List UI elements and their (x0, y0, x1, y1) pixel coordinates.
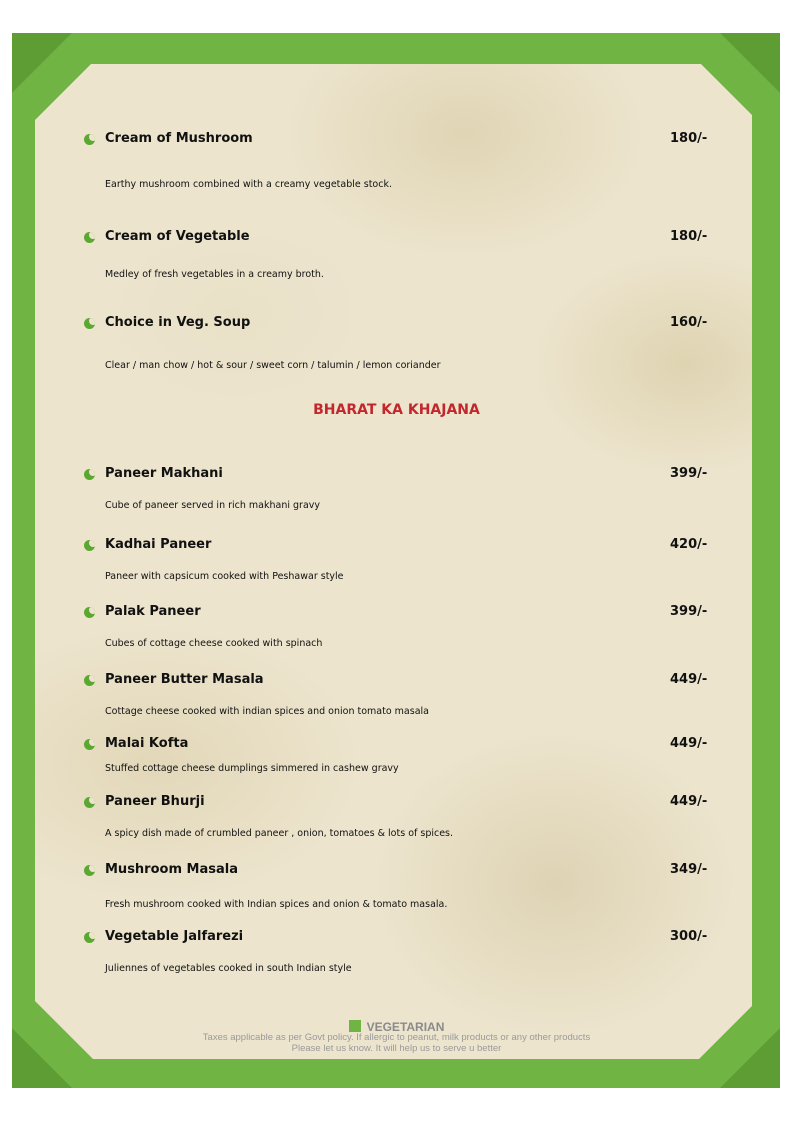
item-name: Kadhai Paneer (105, 537, 212, 552)
item-name: Palak Paneer (105, 604, 201, 619)
item-name: Cream of Vegetable (105, 229, 250, 244)
item-description: Clear / man chow / hot & sour / sweet corn / talumin / lemon coriander (105, 360, 441, 371)
leaf-bullet-icon (84, 932, 95, 943)
item-price: 180/- (670, 131, 708, 146)
leaf-bullet-icon (84, 607, 95, 618)
item-price: 399/- (670, 466, 708, 481)
leaf-bullet-icon (84, 865, 95, 876)
item-name: Paneer Makhani (105, 466, 223, 481)
item-description: Juliennes of vegetables cooked in south Indian style (105, 963, 352, 974)
vegetarian-swatch-icon (349, 1020, 361, 1032)
footnote-line-1: Taxes applicable as per Govt policy. If allergic to peanut, milk products or any other products (202, 1032, 591, 1043)
item-price: 420/- (670, 537, 708, 552)
item-price: 449/- (670, 794, 708, 809)
section-title: BHARAT KA KHAJANA (313, 402, 480, 418)
item-price: 300/- (670, 929, 708, 944)
leaf-bullet-icon (84, 318, 95, 329)
legend-label: VEGETARIAN (366, 1020, 445, 1034)
corner-shade-top-left (12, 33, 72, 93)
item-name: Paneer Butter Masala (105, 672, 264, 687)
item-name: Paneer Bhurji (105, 794, 205, 809)
item-description: Earthy mushroom combined with a creamy vegetable stock. (105, 179, 392, 190)
item-description: Fresh mushroom cooked with Indian spices and onion & tomato masala. (105, 899, 448, 910)
leaf-bullet-icon (84, 540, 95, 551)
item-description: Cube of paneer served in rich makhani gravy (105, 500, 321, 511)
item-description: A spicy dish made of crumbled paneer , onion, tomatoes & lots of spices. (105, 828, 454, 839)
item-price: 180/- (670, 229, 708, 244)
leaf-bullet-icon (84, 797, 95, 808)
item-price: 399/- (670, 604, 708, 619)
item-price: 449/- (670, 736, 708, 751)
item-price: 349/- (670, 862, 708, 877)
leaf-bullet-icon (84, 134, 95, 145)
item-name: Mushroom Masala (105, 862, 238, 877)
leaf-bullet-icon (84, 232, 95, 243)
footnote-line-2: Please let us know. It will help us to serve u better (291, 1043, 502, 1054)
item-description: Paneer with capsicum cooked with Peshawar style (105, 571, 344, 582)
item-name: Cream of Mushroom (105, 131, 253, 146)
leaf-bullet-icon (84, 675, 95, 686)
item-description: Medley of fresh vegetables in a creamy broth. (105, 269, 324, 280)
item-name: Malai Kofta (105, 736, 189, 751)
item-description: Cubes of cottage cheese cooked with spinach (105, 638, 323, 649)
item-name: Choice in Veg. Soup (105, 315, 251, 330)
leaf-bullet-icon (84, 739, 95, 750)
item-price: 449/- (670, 672, 708, 687)
item-price: 160/- (670, 315, 708, 330)
leaf-bullet-icon (84, 469, 95, 480)
item-description: Stuffed cottage cheese dumplings simmered in cashew gravy (105, 763, 399, 774)
item-description: Cottage cheese cooked with indian spices and onion tomato masala (105, 706, 429, 717)
corner-shade-top-right (720, 33, 780, 93)
item-name: Vegetable Jalfarezi (105, 929, 244, 944)
